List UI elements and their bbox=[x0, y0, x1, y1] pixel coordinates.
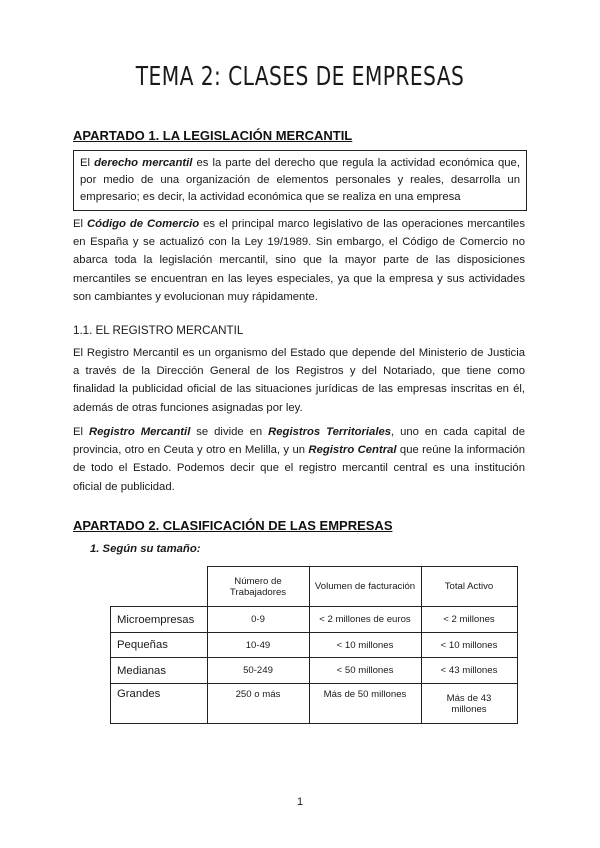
definition-text-rest: es la parte del derecho que regula la actividad económica que, por medio de una organización de elementos personales y reales, desarrolla un empresario; es decir, la actividad económica que se realiza en una empresa bbox=[80, 157, 520, 203]
registro-paragraph: El Registro Mercantil es un organismo del Estado que depende del Ministerio de Justicia a través de la Dirección General de los Registros y del Notariado, que tiene como finalidad la publicidad oficial de las situaciones jurídicas de las empresas inscritas en él, además de otras funciones asignadas por ley. bbox=[73, 347, 525, 414]
page-title: TEMA 2: CLASES DE EMPRESAS bbox=[135, 62, 465, 92]
table-cell: 0-9 bbox=[207, 607, 309, 633]
row-label: Grandes bbox=[111, 684, 208, 724]
table-header-row bbox=[111, 567, 518, 607]
para-text-e: , uno en cada capital de provincia, otro en Ceuta y otro en Melilla, y un bbox=[73, 426, 525, 457]
codigo-comercio-paragraph bbox=[73, 215, 525, 306]
table-row bbox=[111, 633, 518, 658]
table-cell: 250 o más bbox=[207, 684, 309, 724]
row-label: Medianas bbox=[111, 658, 208, 684]
table-header-cell: Volumen de facturación bbox=[309, 567, 421, 607]
registros-territoriales-term: Registros Territoriales bbox=[268, 426, 392, 438]
page-number: 1 bbox=[296, 796, 304, 808]
company-size-table bbox=[110, 566, 518, 724]
section2-heading: APARTADO 2. CLASIFICACIÓN DE LAS EMPRESAS bbox=[73, 518, 393, 533]
definition-text: El bbox=[80, 157, 95, 169]
registro-division-paragraph bbox=[73, 423, 525, 496]
row-label: Pequeñas bbox=[111, 633, 208, 658]
registro-mercantil-term: Registro Mercantil bbox=[88, 426, 191, 438]
table-header-cell: Número de Trabajadores bbox=[207, 567, 309, 607]
definition-term: derecho mercantil bbox=[94, 157, 193, 169]
table-cell: 10-49 bbox=[207, 633, 309, 658]
row-label: Microempresas bbox=[111, 607, 208, 633]
para-text-rest: es el principal marco legislativo de las operaciones mercantiles en España y se actualizó con la Ley 19/1989. Sin embargo, el Código de Comercio no abarca toda la legislación mercantil, sino que la mayor parte de las disposiciones mercantiles se encuentran en las leyes especiales, ya que la empresa y sus actividades son cambiantes y evolucionan muy rápidamente. bbox=[73, 218, 525, 303]
codigo-comercio-term: Código de Comercio bbox=[87, 218, 200, 230]
definition-box bbox=[73, 150, 527, 211]
section1-heading: APARTADO 1. LA LEGISLACIÓN MERCANTIL bbox=[73, 128, 353, 143]
table-cell: < 10 millones bbox=[421, 633, 517, 658]
para-text-a: El bbox=[73, 426, 89, 438]
para-text-g: que reúne la información de todo el Estado. Podemos decir que el registro mercantil central es una institución oficial de publicidad. bbox=[73, 444, 526, 493]
table-row bbox=[111, 658, 518, 684]
subsection-heading: 1.1. EL REGISTRO MERCANTIL bbox=[73, 324, 244, 337]
table-cell: < 50 millones bbox=[309, 658, 421, 684]
table-cell: < 2 millones de euros bbox=[309, 607, 421, 633]
table-cell: < 43 millones bbox=[421, 658, 517, 684]
para-text: El bbox=[73, 218, 88, 230]
table-header-cell: Total Activo bbox=[421, 567, 517, 607]
table-cell: < 2 millones bbox=[421, 607, 517, 633]
table-cell: 50-249 bbox=[207, 658, 309, 684]
table-cell: < 10 millones bbox=[309, 633, 421, 658]
table-corner-cell bbox=[111, 567, 208, 607]
table-row bbox=[111, 684, 518, 724]
table-row bbox=[111, 607, 518, 633]
list-item-size: 1. Según su tamaño: bbox=[90, 543, 201, 555]
registro-central-term: Registro Central bbox=[308, 444, 397, 457]
para-text-c: se divide en bbox=[190, 426, 269, 438]
table-cell: Más de 50 millones bbox=[309, 684, 421, 724]
table-cell: Más de 43 millones bbox=[421, 684, 517, 724]
